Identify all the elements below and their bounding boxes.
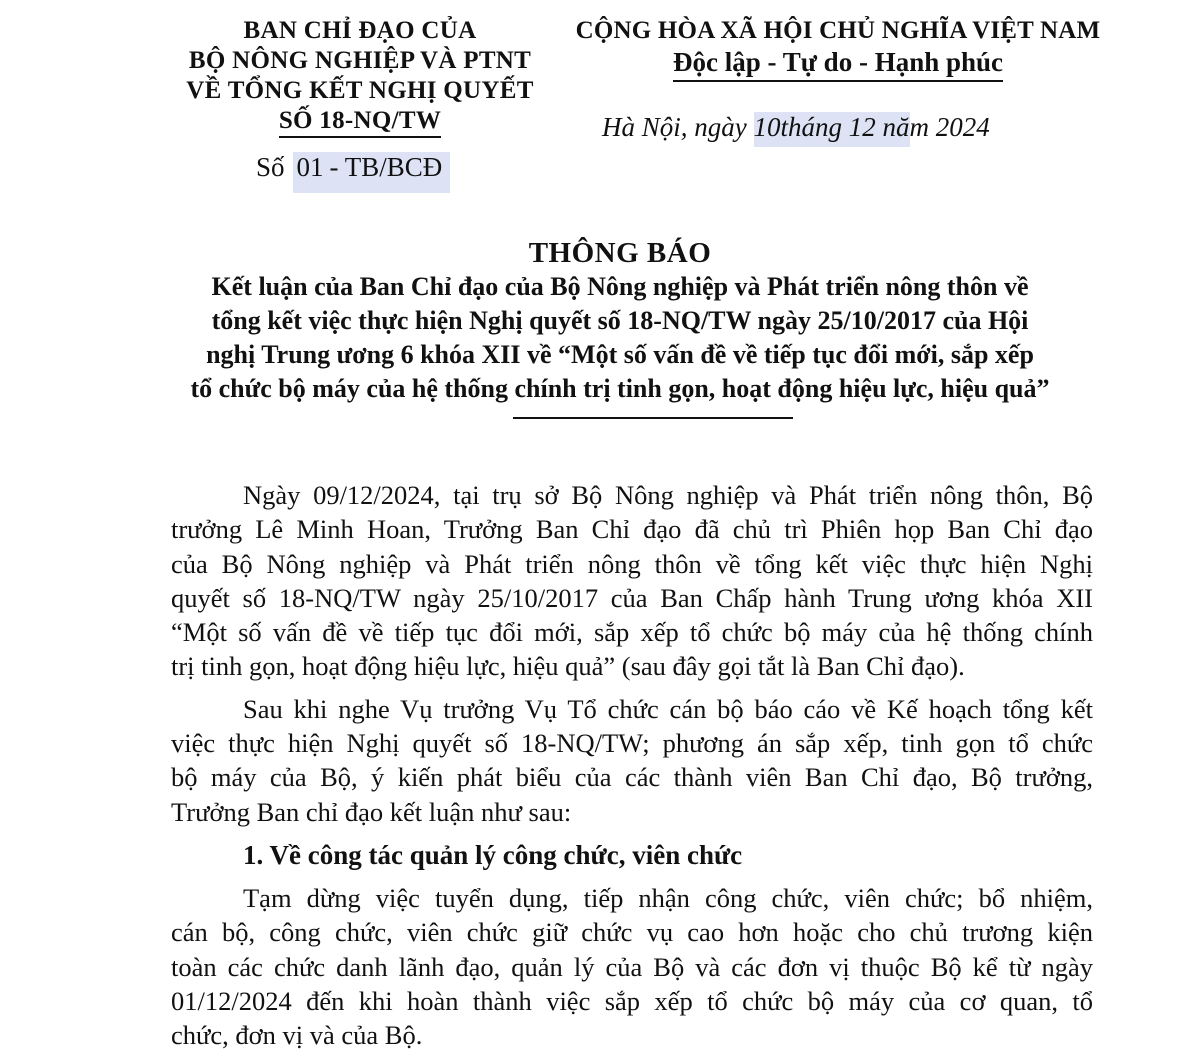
date-prefix: Hà Nội, ngày	[602, 112, 754, 142]
date-highlight	[754, 112, 910, 147]
subtitle-line-2: tổng kết việc thực hiện Nghị quyết số 18-NQ/TW ngày 25/10/2017 của Hội	[211, 306, 1029, 335]
paragraph-2	[171, 692, 1093, 829]
authority-line-4-text: SỐ 18-NQ/TW	[279, 106, 441, 138]
subtitle-line-1: Kết luận của Ban Chỉ đạo của Bộ Nông nghiệp và Phát triển nông thôn về	[211, 272, 1029, 301]
para1-line-6: trị tinh gọn, hoạt động hiệu lực, hiệu quả” (sau đây gọi tắt là Ban Chỉ đạo).	[171, 651, 965, 682]
document-number-highlight	[293, 152, 451, 193]
para3-line-2: cán bộ, công chức, viên chức giữ chức vụ cao hơn hoặc cho chủ trương kiện	[171, 917, 1093, 948]
title-divider	[513, 417, 793, 419]
date-month-highlight: tháng 12 nă	[780, 112, 910, 142]
authority-line-4	[150, 106, 570, 138]
para3-line-4: 01/12/2024 đến khi hoàn thành việc sắp xếp tổ chức bộ máy của cơ quan, tổ	[171, 985, 1093, 1016]
para2-line-3: bộ máy của Bộ, ý kiến phát biểu của các thành viên Ban Chỉ đạo, Bộ trưởng,	[171, 762, 1093, 793]
paragraph-1	[171, 478, 1093, 684]
subtitle-line-4: tổ chức bộ máy của hệ thống chính trị tinh gọn, hoạt động hiệu lực, hiệu quả”	[190, 374, 1050, 403]
document-title-block	[120, 236, 1120, 406]
date-year: m 2024	[909, 112, 990, 142]
document-subtitle	[120, 270, 1120, 406]
para3-line-5: chức, đơn vị và của Bộ.	[171, 1020, 423, 1051]
nation-name: CỘNG HÒA XÃ HỘI CHỦ NGHĨA VIỆT NAM	[575, 17, 1101, 44]
issuing-authority	[150, 16, 570, 138]
para1-line-3: của Bộ Nông nghiệp và Phát triển nông thôn về tổng kết việc thực hiện Nghị	[171, 548, 1093, 579]
place-and-date	[602, 112, 990, 147]
para3-line-3: toàn các chức danh lãnh đạo, quản lý của Bộ và các đơn vị thuộc Bộ kể từ ngày	[171, 951, 1093, 982]
document-title: THÔNG BÁO	[528, 237, 712, 269]
document-body	[171, 478, 1093, 1060]
authority-line-1: BAN CHỈ ĐẠO CỦA	[243, 17, 477, 44]
document-number	[256, 152, 450, 193]
para1-line-2: trưởng Lê Minh Hoan, Trưởng Ban Chỉ đạo đã chủ trì Phiên họp Ban Chỉ đạo	[171, 514, 1093, 545]
document-number-suffix: - TB/BCĐ	[329, 152, 443, 182]
para1-line-5: “Một số vấn đề về tiếp tục đổi mới, sắp xếp tổ chức bộ máy của hệ thống chính	[171, 617, 1093, 648]
para2-line-4: Trưởng Ban chỉ đạo kết luận như sau:	[171, 796, 572, 827]
para1-line-1: Ngày 09/12/2024, tại trụ sở Bộ Nông nghiệp và Phát triển nông thôn, Bộ	[243, 480, 1093, 510]
document-number-value: 01	[296, 152, 324, 182]
para2-line-2: việc thực hiện Nghị quyết số 18-NQ/TW; phương án sắp xếp, tinh gọn tổ chức	[171, 728, 1093, 759]
authority-line-2: BỘ NÔNG NGHIỆP VÀ PTNT	[188, 47, 532, 74]
national-header	[548, 16, 1128, 82]
date-day: 10	[753, 112, 781, 142]
paragraph-3	[171, 881, 1093, 1052]
document-number-label: Số	[256, 152, 285, 182]
para1-line-4: quyết số 18-NQ/TW ngày 25/10/2017 của Ban Chấp hành Trung ương khóa XII	[171, 582, 1093, 613]
national-motto: Độc lập - Tự do - Hạnh phúc	[673, 46, 1003, 82]
authority-line-3: VỀ TỔNG KẾT NGHỊ QUYẾT	[186, 77, 534, 104]
section-1-heading: 1. Về công tác quản lý công chức, viên chức	[243, 839, 743, 870]
para3-line-1: Tạm dừng việc tuyển dụng, tiếp nhận công chức, viên chức; bổ nhiệm,	[243, 882, 1093, 913]
para2-line-1: Sau khi nghe Vụ trưởng Vụ Tổ chức cán bộ báo cáo về Kế hoạch tổng kết	[243, 693, 1093, 724]
subtitle-line-3: nghị Trung ương 6 khóa XII về “Một số vấn đề về tiếp tục đổi mới, sắp xếp	[206, 340, 1034, 369]
